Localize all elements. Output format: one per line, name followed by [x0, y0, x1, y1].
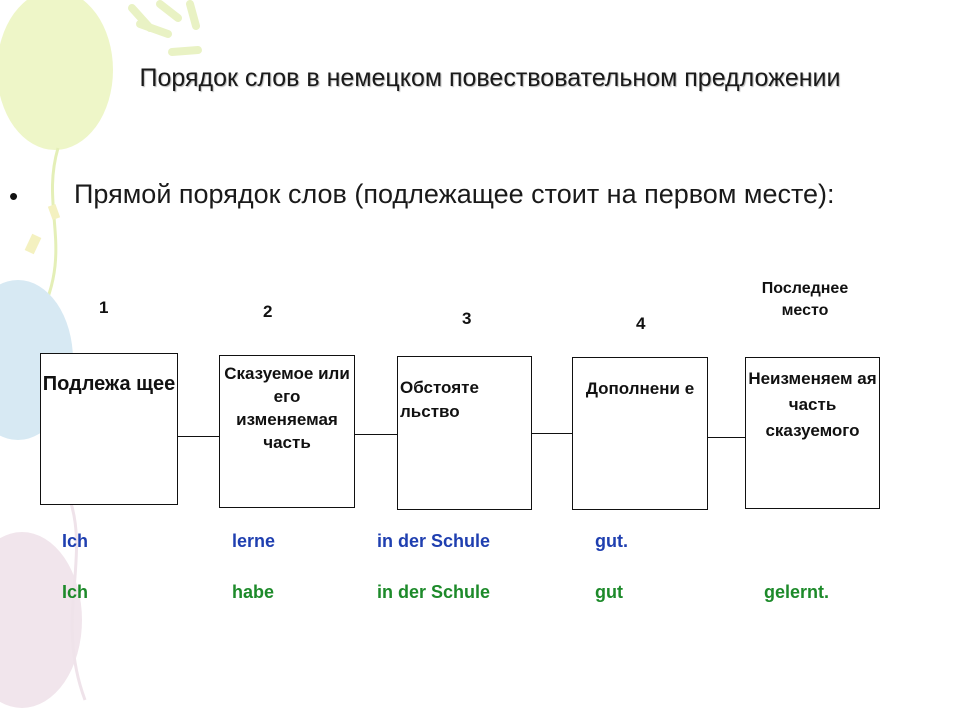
box-invariable-text: Неизменяем ая часть сказуемого: [748, 369, 877, 440]
box-object: [572, 357, 708, 510]
box-predicate-text: Сказуемое или его изменяемая часть: [224, 364, 350, 452]
box-adverbial: [397, 356, 532, 510]
position-number-1: 1: [99, 298, 109, 317]
sunburst-decoration: [132, 4, 198, 52]
box-adverbial-text: Обстояте льство: [400, 378, 479, 421]
example-1-subject: Ich: [62, 531, 89, 551]
page-title: Порядок слов в немецком повествовательном предложении: [139, 64, 841, 92]
box-object-text: Дополнени е: [585, 379, 695, 398]
example-2-subject: Ich: [62, 582, 89, 602]
example-2-end: gelernt.: [764, 582, 830, 602]
box-subject: [40, 353, 178, 505]
bullet-marker: •: [9, 181, 19, 211]
example-2-verb: habe: [232, 582, 275, 602]
position-number-4: 4: [636, 314, 646, 333]
example-2-object: gut: [595, 582, 623, 602]
balloon-top-left: [0, 0, 113, 150]
position-label-last: Последнее место: [761, 280, 849, 319]
example-1-verb: lerne: [232, 531, 276, 551]
box-predicate: [219, 355, 355, 508]
box-invariable: [745, 357, 880, 509]
position-number-3: 3: [462, 309, 472, 328]
example-2-adverbial: in der Schule: [377, 582, 491, 602]
bullet-text: Прямой порядок слов (подлежащее стоит на первом месте):: [74, 179, 835, 209]
connector-3-4: [532, 433, 572, 434]
position-number-2: 2: [263, 302, 273, 321]
connector-1-2: [178, 436, 219, 437]
example-1-object: gut.: [595, 531, 628, 551]
connector-2-3: [355, 434, 397, 435]
box-subject-text: Подлежа щее: [42, 373, 176, 395]
connector-4-5: [708, 437, 745, 438]
balloon-bottom-left: [0, 532, 82, 708]
example-1-adverbial: in der Schule: [377, 531, 491, 551]
